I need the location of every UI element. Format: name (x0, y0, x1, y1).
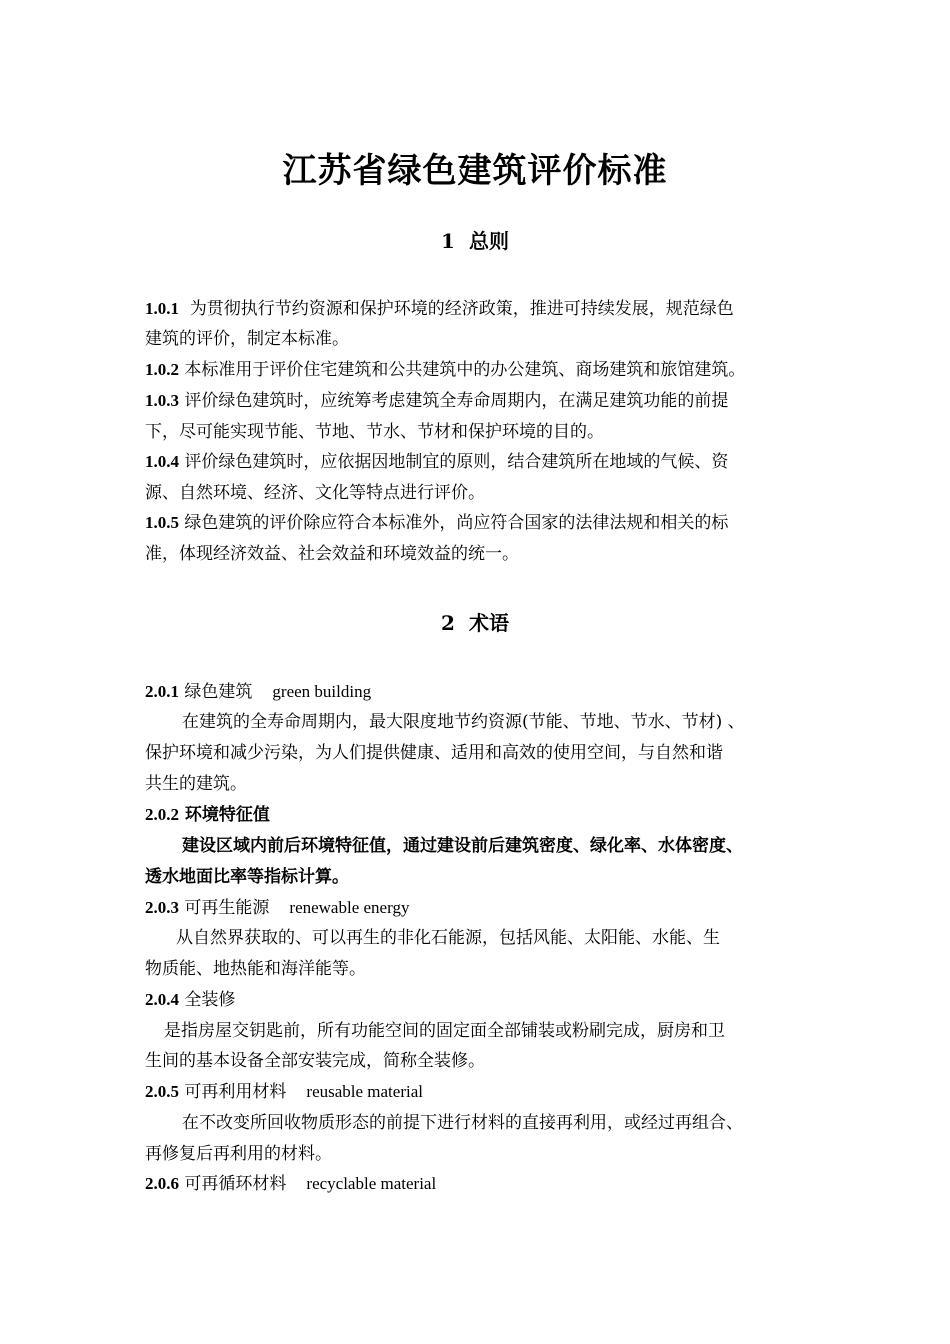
term-number: 2.0.6 (145, 1174, 179, 1193)
term-definition: 透水地面比率等指标计算。 (145, 867, 349, 887)
clause-text: 源、自然环境、经济、文化等特点进行评价。 (145, 483, 485, 503)
clause-text: 本标准用于评价住宅建筑和公共建筑中的办公建筑、商场建筑和旅馆建筑。 (184, 360, 746, 380)
term-definition: 共生的建筑。 (145, 774, 247, 794)
chapter-title: 总则 (468, 229, 509, 253)
clause-1-0-1-cont (145, 324, 349, 354)
term-en: green building (272, 682, 372, 701)
clause-number: 1.0.5 (145, 513, 179, 532)
clause-number: 1.0.2 (145, 360, 179, 379)
clause-1-0-3-cont (145, 417, 604, 447)
clause-1-0-1 (145, 294, 734, 324)
term-number: 2.0.3 (145, 898, 179, 917)
clause-text: 绿色建筑的评价除应符合本标准外，尚应符合国家的法律法规和相关的标 (184, 513, 729, 533)
chapter-2-heading (0, 608, 950, 638)
chapter-1-heading (0, 226, 950, 256)
term-definition: 物质能、地热能和海洋能等。 (145, 959, 366, 979)
term-zh: 环境特征值 (184, 805, 270, 825)
term-number: 2.0.4 (145, 990, 179, 1009)
term-2-0-1 (145, 677, 371, 707)
term-2-0-2 (145, 800, 270, 830)
term-zh: 全装修 (184, 990, 236, 1010)
term-definition: 再修复后再利用的材料。 (145, 1144, 332, 1164)
term-en: recyclable material (306, 1174, 437, 1193)
term-definition: 生间的基本设备全部安装完成，简称全装修。 (145, 1051, 485, 1071)
clause-number: 1.0.3 (145, 391, 179, 410)
clause-text: 建筑的评价，制定本标准。 (145, 329, 349, 349)
term-number: 2.0.5 (145, 1082, 179, 1101)
document-title: 江苏省绿色建筑评价标准 (282, 151, 668, 191)
term-en: renewable energy (289, 898, 410, 917)
clause-number: 1.0.4 (145, 452, 179, 471)
chapter-title: 术语 (468, 611, 509, 635)
term-en: reusable material (306, 1082, 423, 1101)
term-definition: 保护环境和减少污染，为人们提供健康、适用和高效的使用空间，与自然和谐 (145, 743, 723, 763)
term-definition: 在不改变所回收物质形态的前提下进行材料的直接再利用，或经过再组合、 (182, 1113, 743, 1133)
clause-1-0-3 (145, 386, 728, 416)
term-zh: 可再利用材料 (184, 1082, 287, 1102)
clause-text: 为贯彻执行节约资源和保护环境的经济政策，推进可持续发展，规范绿色 (189, 299, 734, 319)
clause-number: 1.0.1 (145, 299, 179, 318)
clause-1-0-4-cont (145, 478, 485, 508)
term-zh: 可再生能源 (184, 898, 270, 918)
clause-text: 准，体现经济效益、社会效益和环境效益的统一。 (145, 544, 519, 564)
clause-1-0-4 (145, 447, 728, 477)
clause-text: 下，尽可能实现节能、节地、节水、节材和保护环境的目的。 (145, 422, 604, 442)
term-definition: 是指房屋交钥匙前，所有功能空间的固定面全部铺装或粉刷完成，厨房和卫 (164, 1021, 725, 1041)
term-2-0-3 (145, 893, 409, 923)
clause-text: 评价绿色建筑时，应统筹考虑建筑全寿命周期内，在满足建筑功能的前提 (184, 391, 729, 411)
clause-1-0-2 (145, 355, 745, 385)
clause-1-0-5-cont (145, 539, 519, 569)
chapter-number: 2 (441, 611, 455, 635)
term-number: 2.0.1 (145, 682, 179, 701)
term-2-0-6 (145, 1169, 436, 1199)
clause-1-0-5 (145, 508, 728, 538)
term-definition: 在建筑的全寿命周期内，最大限度地节约资源(节能、节地、节水、节材) 、 (182, 712, 745, 732)
term-2-0-5 (145, 1077, 423, 1107)
term-definition: 从自然界获取的、可以再生的非化石能源，包括风能、太阳能、水能、生 (176, 928, 720, 948)
term-number: 2.0.2 (145, 805, 179, 824)
term-zh: 可再循环材料 (184, 1174, 287, 1194)
term-2-0-4 (145, 985, 235, 1015)
term-definition: 建设区域内前后环境特征值，通过建设前后建筑密度、绿化率、水体密度、 (182, 836, 743, 856)
term-zh: 绿色建筑 (184, 682, 253, 702)
clause-text: 评价绿色建筑时，应依据因地制宜的原则，结合建筑所在地域的气候、资 (184, 452, 729, 472)
chapter-number: 1 (441, 229, 455, 253)
